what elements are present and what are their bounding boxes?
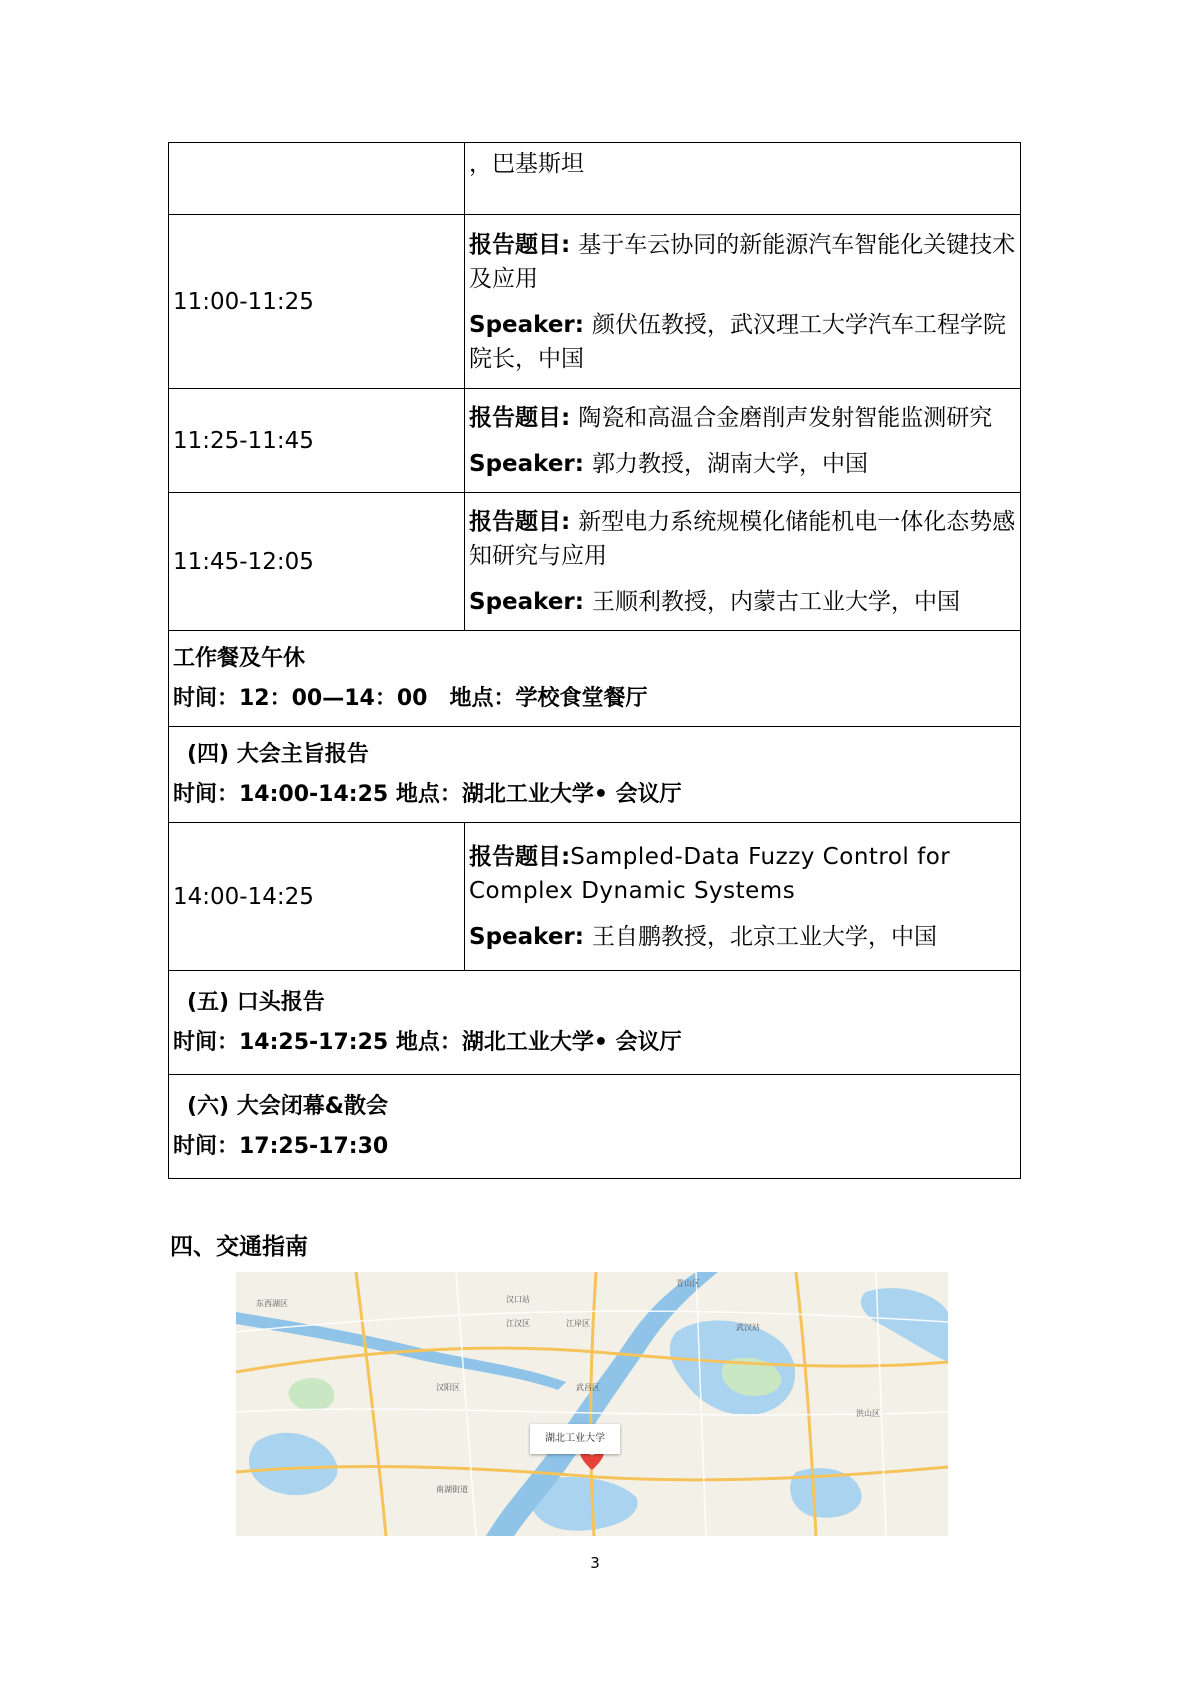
lunch-time: 时间：12：00—14：00 地点：学校食堂餐厅 — [173, 685, 648, 711]
schedule-table — [168, 142, 1021, 1179]
section-time: 时间：14:25-17:25 地点：湖北工业大学• 会议厅 — [173, 1029, 682, 1055]
talk-details — [465, 493, 1021, 631]
page-number: 3 — [590, 1554, 600, 1572]
transport-heading: 四、交通指南 — [170, 1234, 308, 1260]
talk-speaker: 颜伏伍教授，武汉理工大学汽车工程学院院长，中国 — [469, 311, 1006, 372]
section-time: 时间：14:00-14:25 地点：湖北工业大学• 会议厅 — [173, 781, 682, 807]
table-row — [169, 215, 1021, 389]
table-row — [169, 727, 1021, 823]
map-graphic — [236, 1272, 948, 1536]
map-district-label: 青山区 — [676, 1279, 700, 1288]
talk-details — [465, 215, 1021, 389]
time-cell: 14:00-14:25 — [169, 823, 465, 971]
map-district-label: 江汉区 — [506, 1319, 530, 1328]
time-cell: 11:25-11:45 — [169, 389, 465, 493]
talk-title: 基于车云协同的新能源汽车智能化关键技术及应用 — [469, 231, 1016, 292]
transport-map[interactable] — [236, 1272, 948, 1536]
table-row — [169, 971, 1021, 1075]
map-marker-label[interactable]: 湖北工业大学 — [530, 1424, 620, 1454]
time-cell — [169, 143, 465, 215]
talk-speaker: 王顺利教授，内蒙古工业大学，中国 — [591, 588, 960, 615]
speaker-label: Speaker: — [469, 450, 592, 477]
table-row — [169, 389, 1021, 493]
section-title: (六) 大会闭幕&散会 — [187, 1093, 388, 1119]
map-district-label: 汉口站 — [506, 1295, 530, 1304]
title-label: 报告题目: — [469, 404, 579, 431]
section-title: (四) 大会主旨报告 — [187, 741, 369, 767]
talk-title: 新型电力系统规模化储能机电一体化态势感知研究与应用 — [469, 508, 1016, 569]
speaker-label: Speaker: — [469, 588, 592, 615]
talk-details — [465, 823, 1021, 971]
map-district-label: 江岸区 — [566, 1319, 590, 1328]
speaker-label: Speaker: — [469, 311, 592, 338]
keynote-section — [169, 727, 1021, 823]
table-row — [169, 823, 1021, 971]
lunch-section — [169, 631, 1021, 727]
continued-text — [465, 143, 1021, 215]
title-label: 报告题目: — [469, 843, 571, 870]
talk-speaker: 王自鹏教授，北京工业大学，中国 — [591, 923, 937, 950]
talk-title: Sampled-Data Fuzzy Control for Complex Dynamic Systems — [469, 843, 951, 904]
talk-title: 陶瓷和高温合金磨削声发射智能监测研究 — [578, 404, 993, 431]
table-row — [169, 631, 1021, 727]
section-time: 时间：17:25-17:30 — [173, 1133, 389, 1159]
continued-affiliation: ，巴基斯坦 — [469, 151, 584, 177]
talk-details — [465, 389, 1021, 493]
talk-speaker: 郭力教授，湖南大学，中国 — [591, 450, 868, 477]
speaker-label: Speaker: — [469, 923, 592, 950]
map-district-label: 武昌区 — [576, 1383, 600, 1392]
table-row — [169, 493, 1021, 631]
lunch-title: 工作餐及午休 — [173, 645, 306, 671]
title-label: 报告题目: — [469, 231, 579, 258]
oral-section — [169, 971, 1021, 1075]
time-cell: 11:45-12:05 — [169, 493, 465, 631]
table-row — [169, 143, 1021, 215]
map-district-label: 东西湖区 — [256, 1299, 288, 1308]
title-label: 报告题目: — [469, 508, 579, 535]
section-title: (五) 口头报告 — [187, 989, 325, 1015]
map-district-label: 洪山区 — [856, 1409, 880, 1418]
map-district-label: 汉阳区 — [436, 1383, 460, 1392]
closing-section — [169, 1075, 1021, 1179]
time-cell: 11:00-11:25 — [169, 215, 465, 389]
map-district-label: 武汉站 — [736, 1323, 760, 1332]
table-row — [169, 1075, 1021, 1179]
map-district-label: 南湖街道 — [436, 1485, 468, 1494]
